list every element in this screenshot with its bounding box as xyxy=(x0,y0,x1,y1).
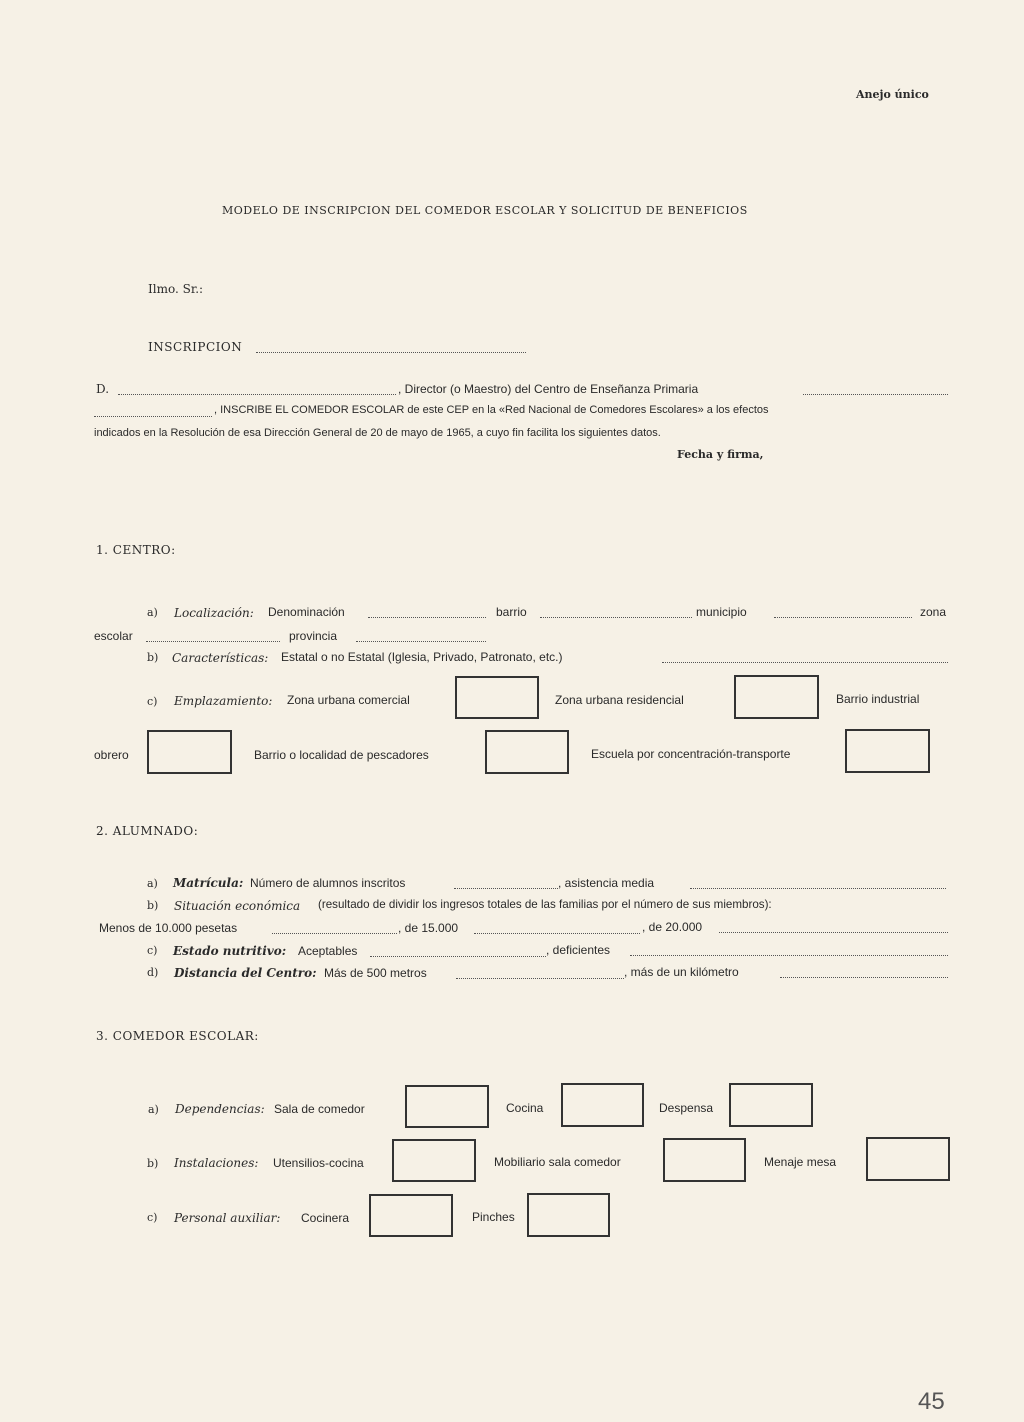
pinches-checkbox[interactable] xyxy=(527,1193,610,1237)
s2-a-asistencia: , asistencia media xyxy=(558,876,655,890)
zona-residencial-checkbox[interactable] xyxy=(734,675,819,719)
s2-c-letter: c) xyxy=(147,944,158,957)
de-15000-field[interactable] xyxy=(474,933,640,934)
s3-a-label: Dependencias: xyxy=(175,1102,265,1116)
asistencia-media-field[interactable] xyxy=(690,888,946,889)
centro-name-field-cont[interactable] xyxy=(94,416,212,417)
s1-c-zona-comercial: Zona urbana comercial xyxy=(287,693,410,707)
utensilios-cocina-checkbox[interactable] xyxy=(392,1139,476,1182)
s2-b-15000: , de 15.000 xyxy=(398,921,459,935)
section2-title: 2. ALUMNADO: xyxy=(96,824,199,838)
s2-b-letter: b) xyxy=(147,899,159,912)
cocina-checkbox[interactable] xyxy=(561,1083,644,1127)
provincia-field[interactable] xyxy=(356,641,486,642)
s1-a-letter: a) xyxy=(147,606,158,619)
s2-a-letter: a) xyxy=(147,877,158,890)
fecha-firma: Fecha y firma, xyxy=(677,448,764,461)
s1-b-label: Características: xyxy=(172,651,269,665)
s3-c-label: Personal auxiliar: xyxy=(174,1211,281,1225)
s3-c-letter: c) xyxy=(147,1211,158,1224)
s3-c-cocinera: Cocinera xyxy=(301,1211,350,1225)
annex-label: Anejo único xyxy=(856,88,929,101)
s2-a-text: Número de alumnos inscritos xyxy=(250,876,406,890)
s2-d-letter: d) xyxy=(147,966,159,979)
s3-b-menaje: Menaje mesa xyxy=(764,1155,837,1169)
denominacion-field[interactable] xyxy=(368,617,486,618)
director-name-field[interactable] xyxy=(118,394,396,395)
s1-a-provincia: provincia xyxy=(289,629,338,643)
alumnos-inscritos-field[interactable] xyxy=(454,888,558,889)
s3-a-sala: Sala de comedor xyxy=(274,1102,365,1116)
s3-b-letter: b) xyxy=(147,1157,159,1170)
s2-a-label: Matrícula: xyxy=(173,876,244,890)
mobiliario-checkbox[interactable] xyxy=(663,1138,746,1182)
s1-c-pescadores: Barrio o localidad de pescadores xyxy=(254,748,429,762)
s2-b-label: Situación económica xyxy=(174,899,301,913)
s2-b-20000: , de 20.000 xyxy=(642,920,703,934)
despensa-checkbox[interactable] xyxy=(729,1083,813,1127)
s3-a-cocina: Cocina xyxy=(506,1101,544,1115)
s3-a-letter: a) xyxy=(148,1103,159,1116)
barrio-obrero-checkbox[interactable] xyxy=(147,730,232,774)
aceptables-field[interactable] xyxy=(370,956,546,957)
deficientes-field[interactable] xyxy=(630,955,948,956)
zona-escolar-field[interactable] xyxy=(146,641,280,642)
inscripcion-label: INSCRIPCION xyxy=(148,340,243,354)
s2-d-label: Distancia del Centro: xyxy=(174,966,317,980)
s2-d-kilometro: , más de un kilómetro xyxy=(624,965,739,979)
municipio-field[interactable] xyxy=(774,617,912,618)
inscribe-text: , INSCRIBE EL COMEDOR ESCOLAR de este CEP en la «Red Nacional de Comedores Escolares» a los efectos xyxy=(214,404,769,416)
s1-a-municipio: municipio xyxy=(696,605,747,619)
menos-10000-field[interactable] xyxy=(272,933,397,934)
s3-b-mobiliario: Mobiliario sala comedor xyxy=(494,1155,621,1169)
director-text: , Director (o Maestro) del Centro de Enseñanza Primaria xyxy=(398,382,699,396)
sala-comedor-checkbox[interactable] xyxy=(405,1085,489,1128)
s2-c-aceptables: Aceptables xyxy=(298,944,358,958)
de-20000-field[interactable] xyxy=(719,932,948,933)
menaje-mesa-checkbox[interactable] xyxy=(866,1137,950,1181)
section1-title: 1. CENTRO: xyxy=(96,543,176,557)
inscripcion-field[interactable] xyxy=(256,352,526,353)
concentracion-transporte-checkbox[interactable] xyxy=(845,729,930,773)
s1-c-letter: c) xyxy=(147,695,158,708)
s1-c-obrero: obrero xyxy=(94,748,129,762)
s1-c-barrio-industrial: Barrio industrial xyxy=(836,692,920,706)
s2-d-text: Más de 500 metros xyxy=(324,966,427,980)
s3-a-despensa: Despensa xyxy=(659,1101,714,1115)
s2-b-text: (resultado de dividir los ingresos totales de las familias por el número de sus miembros): xyxy=(318,898,772,911)
form-title: MODELO DE INSCRIPCION DEL COMEDOR ESCOLAR Y SOLICITUD DE BENEFICIOS xyxy=(222,204,748,217)
s2-c-deficientes: , deficientes xyxy=(546,943,611,957)
s1-c-escuela: Escuela por concentración-transporte xyxy=(591,747,791,761)
s1-b-text: Estatal o no Estatal (Iglesia, Privado, Patronato, etc.) xyxy=(281,650,563,664)
s3-b-label: Instalaciones: xyxy=(174,1156,259,1170)
s1-a-escolar: escolar xyxy=(94,629,133,643)
s1-b-letter: b) xyxy=(147,651,159,664)
centro-name-field[interactable] xyxy=(803,394,948,395)
s1-a-label: Localización: xyxy=(174,606,254,620)
s2-b-menos: Menos de 10.000 pesetas xyxy=(99,921,238,935)
s1-c-label: Emplazamiento: xyxy=(174,694,273,708)
s1-a-zona: zona xyxy=(920,605,947,619)
s2-c-label: Estado nutritivo: xyxy=(173,944,287,958)
s1-c-zona-residencial: Zona urbana residencial xyxy=(555,693,684,707)
caracteristicas-field[interactable] xyxy=(662,662,948,663)
page-number: 45 xyxy=(918,1388,945,1415)
mas-kilometro-field[interactable] xyxy=(780,977,948,978)
s3-c-pinches: Pinches xyxy=(472,1210,515,1224)
cocinera-checkbox[interactable] xyxy=(369,1194,453,1237)
salutation: Ilmo. Sr.: xyxy=(148,282,204,296)
d-label: D. xyxy=(96,382,110,396)
section3-title: 3. COMEDOR ESCOLAR: xyxy=(96,1029,259,1043)
zona-comercial-checkbox[interactable] xyxy=(455,676,539,719)
s1-a-barrio: barrio xyxy=(496,605,527,619)
mas-500-field[interactable] xyxy=(456,978,624,979)
pescadores-checkbox[interactable] xyxy=(485,730,569,774)
barrio-field[interactable] xyxy=(540,617,692,618)
s3-b-utensilios: Utensilios-cocina xyxy=(273,1156,364,1170)
intro-line3: indicados en la Resolución de esa Dirección General de 20 de mayo de 1965, a cuyo fin facilita los siguientes datos. xyxy=(94,427,661,439)
s1-a-denominacion: Denominación xyxy=(268,605,345,619)
